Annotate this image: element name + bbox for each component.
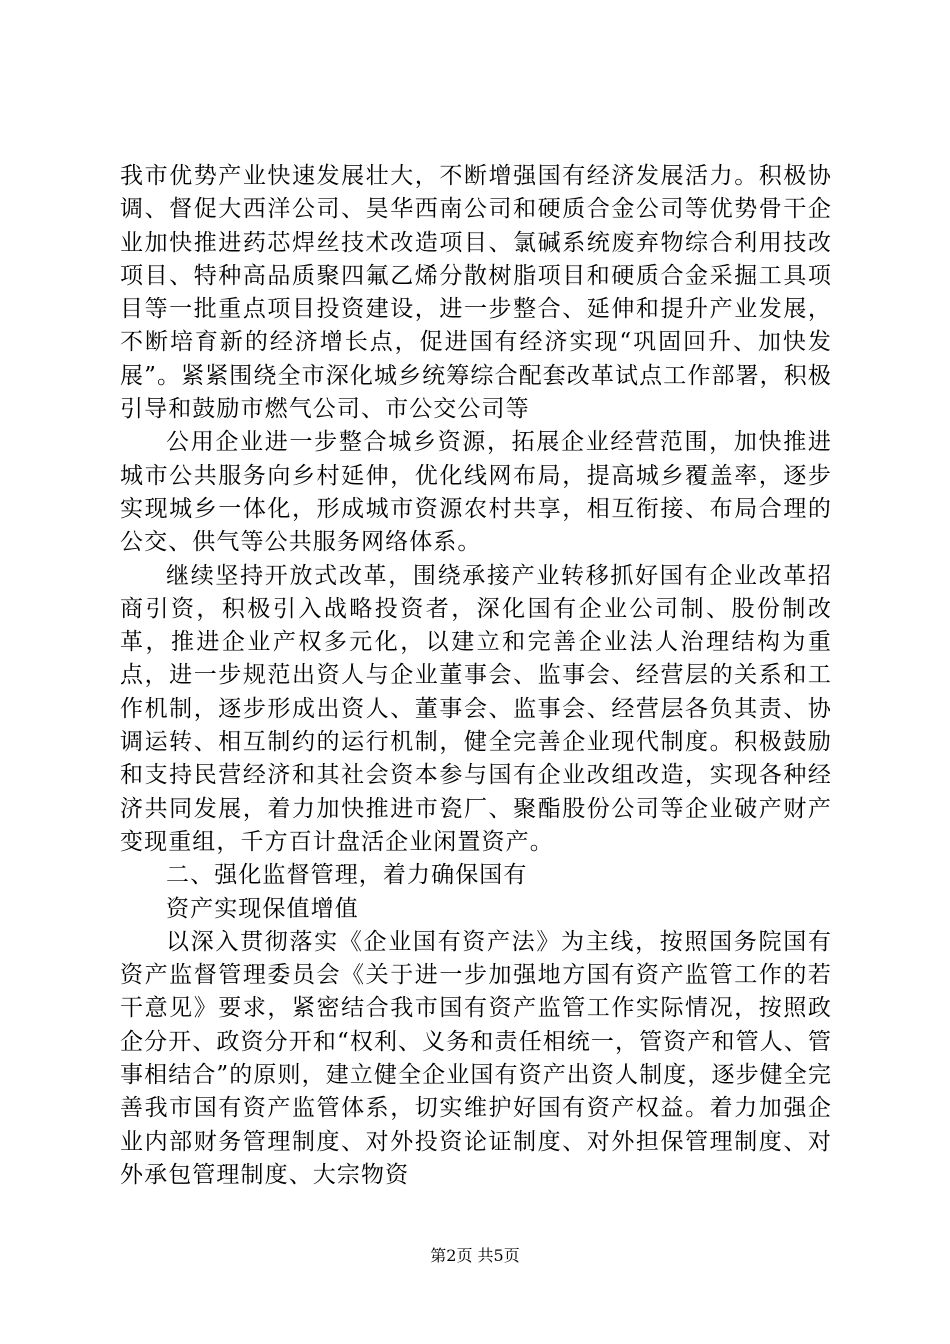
- paragraph-asset-law: 以深入贯彻落实《企业国有资产法》为主线，按照国务院国有资产监督管理委员会《关于进一步加强地方国有资产监管工作的若干意见》要求，紧密结合我市国有资产监管工作实际情况，按照政企分开、政资分开和“权利、义务和责任相统一，管资产和管人、管事相结合”的原则，建立健全企业国有资产出资人制度，逐步健全完善我市国有资产监管体系，切实维护好国有资产权益。着力加强企业内部财务管理制度、对外投资论证制度、对外担保管理制度、对外承包管理制度、大宗物资: [120, 928, 832, 1188]
- paragraph-continued: 我市优势产业快速发展壮大，不断增强国有经济发展活力。积极协调、督促大西洋公司、昊华西南公司和硬质合金公司等优势骨干企业加快推进药芯焊丝技术改造项目、氯碱系统废弃物综合利用技改项目、特种高品质聚四氟乙烯分散树脂项目和硬质合金采掘工具项目等一批重点项目投资建设，进一步整合、延伸和提升产业发展，不断培育新的经济增长点，促进国有经济实现“巩固回升、加快发展”。紧紧围绕全市深化城乡统筹综合配套改革试点工作部署，积极引导和鼓励市燃气公司、市公交公司等: [120, 163, 832, 423]
- document-body: [120, 160, 832, 1192]
- section-heading-line-2: 资产实现保值增值: [166, 895, 359, 922]
- paragraph-public-enterprises: 公用企业进一步整合城乡资源，拓展企业经营范围，加快推进城市公共服务向乡村延伸，优化线网布局，提高城乡覆盖率，逐步实现城乡一体化，形成城市资源农村共享，相互衔接、布局合理的公交、供气等公共服务网络体系。: [120, 429, 832, 556]
- page-number-footer: 第2页 共5页: [430, 1246, 520, 1265]
- section-heading-line-1: 二、强化监督管理，着力确保国有: [166, 862, 528, 889]
- paragraph-open-reform: 继续坚持开放式改革，围绕承接产业转移抓好国有企业改革招商引资，积极引入战略投资者，深化国有企业公司制、股份制改革，推进企业产权多元化，以建立和完善企业法人治理结构为重点，进一步规范出资人与企业董事会、监事会、经营层的关系和工作机制，逐步形成出资人、董事会、监事会、经营层各负其责、协调运转、相互制约的运行机制，健全完善企业现代制度。积极鼓励和支持民营经济和其社会资本参与国有企业改组改造，实现各种经济共同发展，着力加快推进市瓷厂、聚酯股份公司等企业破产财产变现重组，千方百计盘活企业闲置资产。: [120, 562, 832, 855]
